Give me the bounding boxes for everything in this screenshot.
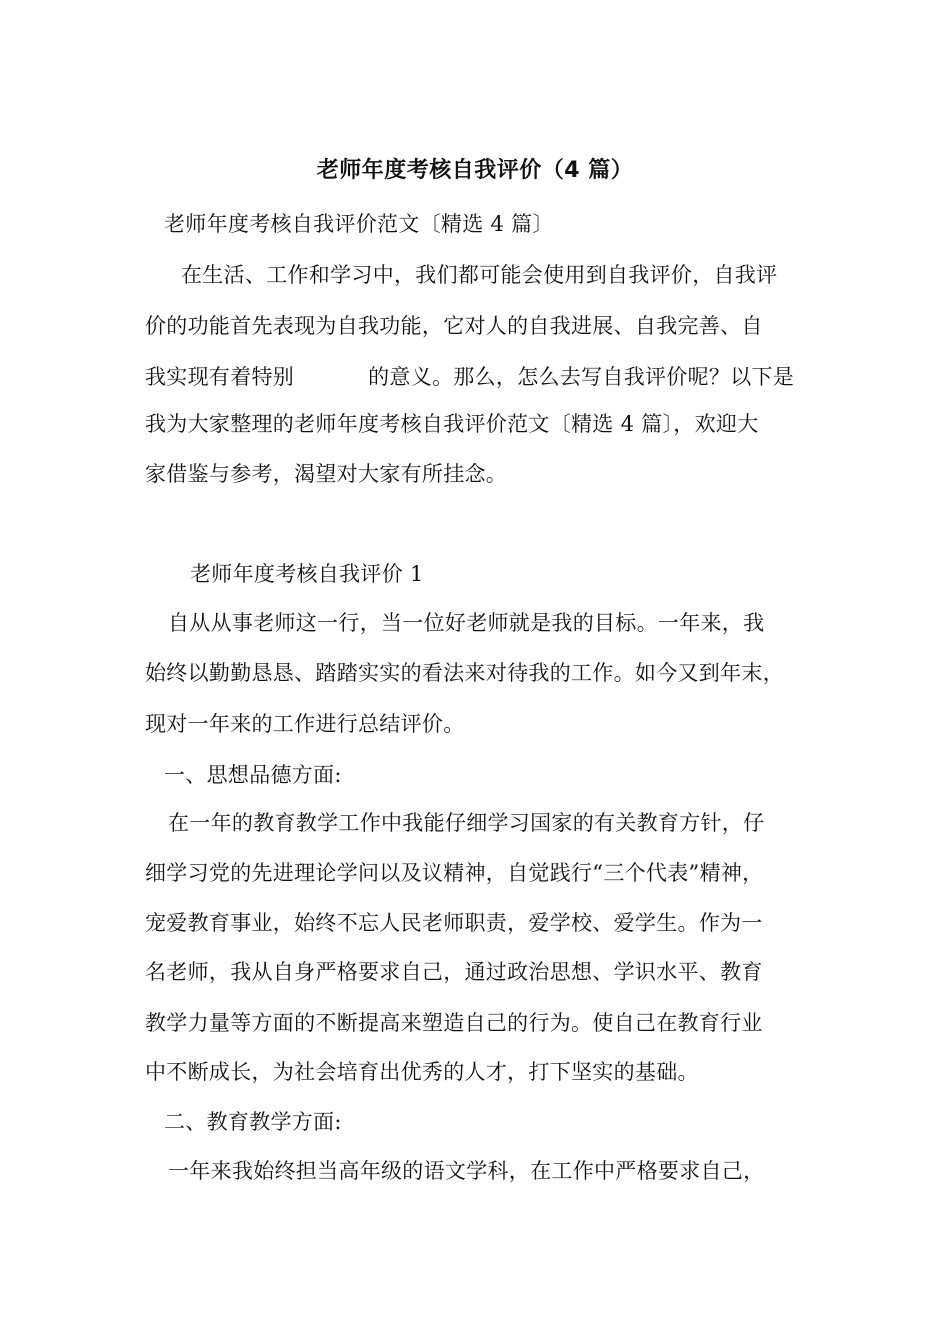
paragraph-fragment: 的意义。那么，怎么去写自我评价呢？以下是 bbox=[368, 365, 795, 389]
paragraph-line: 自从从事老师这一行，当一位好老师就是我的目标。一年来，我 bbox=[168, 611, 765, 635]
paragraph-line: 宠爱教育事业，始终不忘人民老师职责，爱学校、爱学生。作为一 bbox=[145, 911, 763, 935]
subsection-heading: 一、思想品德方面: bbox=[164, 763, 342, 787]
paragraph-line: 家借鉴与参考，渴望对大家有所挂念。 bbox=[145, 462, 508, 486]
paragraph-line: 现对一年来的工作进行总结评价。 bbox=[145, 712, 465, 736]
paragraph-line: 价的功能首先表现为自我功能，它对人的自我进展、自我完善、自 bbox=[145, 314, 763, 338]
subsection-heading: 二、教育教学方面: bbox=[164, 1110, 342, 1134]
paragraph-line: 在一年的教育教学工作中我能仔细学习国家的有关教育方针，仔 bbox=[168, 811, 765, 835]
document-title: 老师年度考核自我评价（4 篇） bbox=[316, 158, 634, 183]
paragraph-line: 名老师，我从自身严格要求自己，通过政治思想、学识水平、教育 bbox=[145, 960, 763, 984]
paragraph-line: 一年来我始终担当高年级的语文学科，在工作中严格要求自己， bbox=[168, 1159, 765, 1183]
paragraph-fragment: 我实现有着特别 bbox=[145, 365, 295, 389]
paragraph-line: 中不断成长，为社会培育出优秀的人才，打下坚实的基础。 bbox=[145, 1060, 699, 1084]
paragraph-line: 在生活、工作和学习中，我们都可能会使用到自我评价，自我评 bbox=[181, 263, 778, 287]
paragraph-line: 教学力量等方面的不断提高来塑造自己的行为。使自己在教育行业 bbox=[145, 1011, 763, 1035]
paragraph-line: 细学习党的先进理论学问以及议精神，自觉践行“三个代表”精神， bbox=[145, 861, 764, 885]
paragraph-line bbox=[145, 364, 794, 390]
paragraph-line: 我为大家整理的老师年度考核自我评价范文〔精选 4 篇〕，欢迎大 bbox=[145, 412, 759, 436]
paragraph-line: 始终以勤勤恳恳、踏踏实实的看法来对待我的工作。如今又到年末， bbox=[145, 661, 784, 685]
document-subtitle: 老师年度考核自我评价范文〔精选 4 篇〕 bbox=[164, 212, 554, 236]
section-heading: 老师年度考核自我评价 1 bbox=[190, 562, 424, 586]
